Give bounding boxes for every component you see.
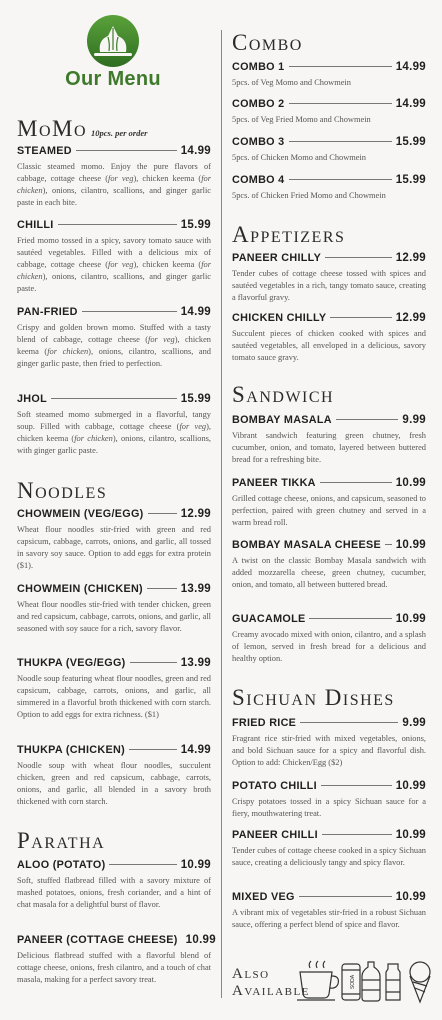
item-price: 14.99 bbox=[180, 744, 211, 756]
ice-cream-icon bbox=[410, 962, 430, 1002]
leader-line bbox=[76, 150, 177, 151]
leader-line bbox=[322, 834, 392, 835]
drinks-illustration bbox=[296, 958, 436, 1004]
item-name: CHOWMEIN (CHICKEN) bbox=[17, 583, 143, 595]
item-description: A vibrant mix of vegetables stir-fried in a robust Sichuan sauce, offering a perfect blend of spice and flavor. bbox=[232, 908, 426, 929]
item-header bbox=[17, 859, 211, 871]
item-description: Classic steamed momo. Enjoy the pure flavors of cabbage, cottage cheese (for veg), chicken keema (for chicken), onions, cilantro, scallions, and ginger garlic paste in each bite. bbox=[17, 162, 211, 207]
brand-logo bbox=[57, 14, 169, 91]
item-description: 5pcs. of Chicken Momo and Chowmein bbox=[232, 153, 366, 162]
leader-line bbox=[51, 398, 177, 399]
menu-item bbox=[232, 414, 426, 466]
item-name: CHICKEN CHILLY bbox=[232, 312, 327, 324]
item-name: CHOWMEIN (VEG/EGG) bbox=[17, 508, 144, 520]
leader-line bbox=[289, 141, 392, 142]
leader-line bbox=[321, 785, 392, 786]
item-description: Soft, stuffed flatbread filled with a savory mixture of mashed potatoes, onions, fresh coriander, and a hint of chat masala for a delightful burst of flavor. bbox=[17, 876, 211, 909]
item-price: 10.99 bbox=[185, 934, 216, 946]
menu-item bbox=[17, 583, 211, 635]
coffee-cup-icon bbox=[297, 961, 338, 1000]
section-name: Sichuan Dishes bbox=[232, 685, 395, 710]
item-description: Grilled cottage cheese, onions, and capsicum, seasoned to perfection, paired with green chutney and served in a warm bread roll. bbox=[232, 494, 426, 527]
menu-item bbox=[232, 136, 426, 164]
item-price: 14.99 bbox=[395, 98, 426, 110]
leader-line bbox=[289, 66, 392, 67]
item-price: 13.99 bbox=[180, 657, 211, 669]
item-price: 9.99 bbox=[402, 717, 426, 729]
item-price: 10.99 bbox=[395, 613, 426, 625]
leader-line bbox=[289, 179, 392, 180]
section-title bbox=[232, 685, 395, 711]
item-header bbox=[232, 891, 426, 903]
item-name: THUKPA (VEG/EGG) bbox=[17, 657, 126, 669]
item-header bbox=[17, 583, 211, 595]
item-name: BOMBAY MASALA CHEESE bbox=[232, 539, 381, 551]
item-price: 15.99 bbox=[395, 136, 426, 148]
menu-item bbox=[232, 539, 426, 591]
item-header bbox=[17, 306, 211, 318]
leader-line bbox=[147, 588, 177, 589]
item-name: STEAMED bbox=[17, 145, 72, 157]
item-name: THUKPA (CHICKEN) bbox=[17, 744, 125, 756]
item-description: Succulent pieces of chicken cooked with spices and sautéed vegetables, all enveloped in a delicious, savory tomato sauce gravy. bbox=[232, 329, 426, 362]
item-name: JHOL bbox=[17, 393, 47, 405]
item-price: 10.99 bbox=[395, 829, 426, 841]
leader-line bbox=[330, 317, 391, 318]
item-price: 10.99 bbox=[395, 539, 426, 551]
item-price: 14.99 bbox=[180, 145, 211, 157]
section-note: 10pcs. per order bbox=[91, 128, 148, 138]
menu-item bbox=[17, 219, 211, 295]
section-name: Combo bbox=[232, 30, 303, 55]
item-price: 14.99 bbox=[180, 306, 211, 318]
item-header bbox=[232, 613, 426, 625]
menu-item bbox=[17, 859, 211, 911]
item-price: 13.99 bbox=[180, 583, 211, 595]
item-description: Vibrant sandwich featuring green chutney, fresh cucumber, onion, and tomato, layered between buttered bread for a refreshing bite. bbox=[232, 431, 426, 464]
item-price: 12.99 bbox=[180, 508, 211, 520]
item-description: Delicious flatbread stuffed with a flavorful blend of cottage cheese, onions, fresh cilantro, and a touch of chat masala, making for a perfect savory treat. bbox=[17, 951, 211, 984]
item-header bbox=[232, 477, 426, 489]
item-description: Wheat flour noodles stir-fried with green and red capsicum, cabbage, carrots, onions, and garlic, all tossed in savory soy sauce. Option to add eggs for extra protein ($1). bbox=[17, 525, 211, 570]
also-line-2: Available bbox=[232, 983, 310, 999]
item-name: MIXED VEG bbox=[232, 891, 295, 903]
item-header bbox=[232, 539, 426, 551]
item-description: Creamy avocado mixed with onion, cilantro, and a splash of lemon, served in fresh bread for a delicious and healthy option. bbox=[232, 630, 426, 663]
leader-line bbox=[129, 749, 177, 750]
leader-line bbox=[148, 513, 177, 514]
item-name: PANEER (COTTAGE CHEESE) bbox=[17, 934, 178, 946]
menu-item bbox=[17, 744, 211, 808]
leader-line bbox=[299, 896, 392, 897]
leader-line bbox=[300, 722, 398, 723]
item-header bbox=[17, 145, 211, 157]
item-price: 10.99 bbox=[180, 859, 211, 871]
item-name: ALOO (POTATO) bbox=[17, 859, 106, 871]
menu-item bbox=[232, 174, 426, 202]
section-name: Paratha bbox=[17, 828, 106, 853]
item-header bbox=[232, 829, 426, 841]
menu-item bbox=[232, 477, 426, 529]
item-price: 10.99 bbox=[395, 780, 426, 792]
menu-item bbox=[232, 717, 426, 769]
item-name: COMBO 3 bbox=[232, 136, 285, 148]
item-description: 5pcs. of Veg Momo and Chowmein bbox=[232, 78, 351, 87]
section-name: MoMo bbox=[17, 116, 88, 141]
item-description: Noodle soup with wheat flour noodles, succulent chicken, green and red capsicum, cabbage, carrots, onions, and garlic, all blended in a savory broth thickened with corn starch. bbox=[17, 761, 211, 806]
leader-line bbox=[289, 103, 392, 104]
section-name: Sandwich bbox=[232, 382, 335, 407]
section-title bbox=[17, 116, 147, 142]
item-price: 15.99 bbox=[180, 219, 211, 231]
section-title bbox=[17, 478, 107, 504]
menu-item bbox=[232, 98, 426, 126]
item-header bbox=[17, 508, 211, 520]
also-line-1: Also bbox=[232, 966, 270, 982]
menu-item bbox=[17, 145, 211, 209]
item-name: FRIED RICE bbox=[232, 717, 297, 729]
item-header bbox=[17, 934, 216, 946]
section-title bbox=[232, 222, 345, 248]
soda-can-icon bbox=[342, 964, 360, 1000]
menu-item bbox=[17, 934, 216, 986]
leader-line bbox=[309, 618, 391, 619]
item-price: 12.99 bbox=[395, 252, 426, 264]
menu-item bbox=[17, 306, 211, 370]
item-description: Fried momo tossed in a spicy, savory tomato sauce with sautéed vegetables. Filled with a delicious mix of cabbage, cottage cheese (for veg), chicken keema (for chicken), onions, cilantro, scallions, and ginger garlic paste. bbox=[17, 236, 211, 293]
menu-item bbox=[232, 61, 426, 89]
item-price: 12.99 bbox=[395, 312, 426, 324]
leader-line bbox=[58, 224, 177, 225]
section-name: Appetizers bbox=[232, 222, 346, 247]
menu-item bbox=[17, 508, 211, 572]
item-description: A twist on the classic Bombay Masala sandwich with added mozzarella cheese, green chutney, cucumber, onion, and tomato, all between buttered bread. bbox=[232, 556, 426, 589]
leader-line bbox=[320, 482, 392, 483]
water-bottle-icon bbox=[362, 962, 380, 1001]
item-header bbox=[232, 312, 426, 324]
item-price: 15.99 bbox=[180, 393, 211, 405]
item-description: Fragrant rice stir-fried with mixed vegetables, onions, and bold Sichuan sauce for a spicy and flavorful dish. Option to add: Chicken/Egg ($2) bbox=[232, 734, 426, 767]
item-header bbox=[17, 744, 211, 756]
momo-logo-icon bbox=[86, 14, 140, 68]
item-name: CHILLI bbox=[17, 219, 54, 231]
item-header bbox=[17, 657, 211, 669]
leader-line bbox=[130, 662, 177, 663]
menu-item bbox=[17, 657, 211, 721]
section-title bbox=[17, 828, 105, 854]
item-header bbox=[232, 252, 426, 264]
section-title bbox=[232, 382, 334, 408]
item-header bbox=[17, 219, 211, 231]
svg-text:SODA: SODA bbox=[350, 974, 356, 990]
item-price: 10.99 bbox=[395, 477, 426, 489]
item-name: PANEER CHILLI bbox=[232, 829, 318, 841]
item-header bbox=[232, 717, 426, 729]
item-description: Crispy potatoes tossed in a spicy Sichuan sauce for a fiery, mouthwatering treat. bbox=[232, 797, 426, 818]
item-description: Noodle soup featuring wheat flour noodles, green and red capsicum, cabbage, carrots, onions, and garlic, all simmered in a flavorful broth thickened with corn starch. Option to add eggs for extra richness. ($1) bbox=[17, 674, 211, 719]
item-description: Crispy and golden brown momo. Stuffed with a tasty blend of cabbage, cottage cheese (for veg), chicken keema (for chicken), onions, cilantro, scallions, and ginger garlic paste, then fried to perfection. bbox=[17, 323, 211, 368]
item-header bbox=[17, 393, 211, 405]
item-header bbox=[232, 61, 426, 73]
item-name: PANEER TIKKA bbox=[232, 477, 316, 489]
leader-line bbox=[325, 257, 392, 258]
leader-line bbox=[385, 544, 392, 545]
item-description: Tender cubes of cottage cheese cooked in a spicy Sichuan sauce, creating a deliciously tangy and spicy flavor. bbox=[232, 846, 426, 867]
item-description: Tender cubes of cottage cheese tossed with spices and sautéed vegetables in a rich, tangy tomato sauce, creating a flavorful gravy. bbox=[232, 269, 426, 302]
item-name: PAN-FRIED bbox=[17, 306, 78, 318]
menu-item bbox=[17, 393, 211, 457]
item-name: POTATO CHILLI bbox=[232, 780, 317, 792]
item-name: BOMBAY MASALA bbox=[232, 414, 332, 426]
menu-item bbox=[232, 312, 426, 364]
item-price: 15.99 bbox=[395, 174, 426, 186]
item-name: PANEER CHILLY bbox=[232, 252, 322, 264]
item-description: Wheat flour noodles stir-fried with tender chicken, green and red capsicum, cabbage, carrots, onions, and garlic, all seasoned with soy sauce for a rich, savory flavor. bbox=[17, 600, 211, 633]
menu-item bbox=[232, 829, 426, 869]
item-header bbox=[232, 780, 426, 792]
menu-title: Our Menu bbox=[65, 68, 161, 90]
item-description: Soft steamed momo submerged in a flavorful, tangy soup. Filled with cabbage, cottage cheese (for veg), chicken keema (for chicken), onions, cilantro, scallions, with ginger garlic paste. bbox=[17, 410, 211, 455]
section-title bbox=[232, 30, 303, 56]
juice-bottle-icon bbox=[386, 964, 400, 1000]
item-name: COMBO 1 bbox=[232, 61, 285, 73]
item-name: GUACAMOLE bbox=[232, 613, 306, 625]
menu-item bbox=[232, 891, 426, 931]
item-header bbox=[232, 174, 426, 186]
item-header bbox=[232, 414, 426, 426]
section-name: Noodles bbox=[17, 478, 108, 503]
menu-item bbox=[232, 252, 426, 304]
leader-line bbox=[109, 864, 176, 865]
item-price: 10.99 bbox=[395, 891, 426, 903]
item-name: COMBO 2 bbox=[232, 98, 285, 110]
column-divider bbox=[221, 30, 222, 998]
item-description: 5pcs. of Chicken Fried Momo and Chowmein bbox=[232, 191, 386, 200]
item-name: COMBO 4 bbox=[232, 174, 285, 186]
leader-line bbox=[336, 419, 399, 420]
item-header bbox=[232, 136, 426, 148]
menu-item bbox=[232, 780, 426, 820]
leader-line bbox=[82, 311, 177, 312]
item-price: 9.99 bbox=[402, 414, 426, 426]
item-header bbox=[232, 98, 426, 110]
menu-item bbox=[232, 613, 426, 665]
item-description: 5pcs. of Veg Fried Momo and Chowmein bbox=[232, 115, 371, 124]
item-price: 14.99 bbox=[395, 61, 426, 73]
